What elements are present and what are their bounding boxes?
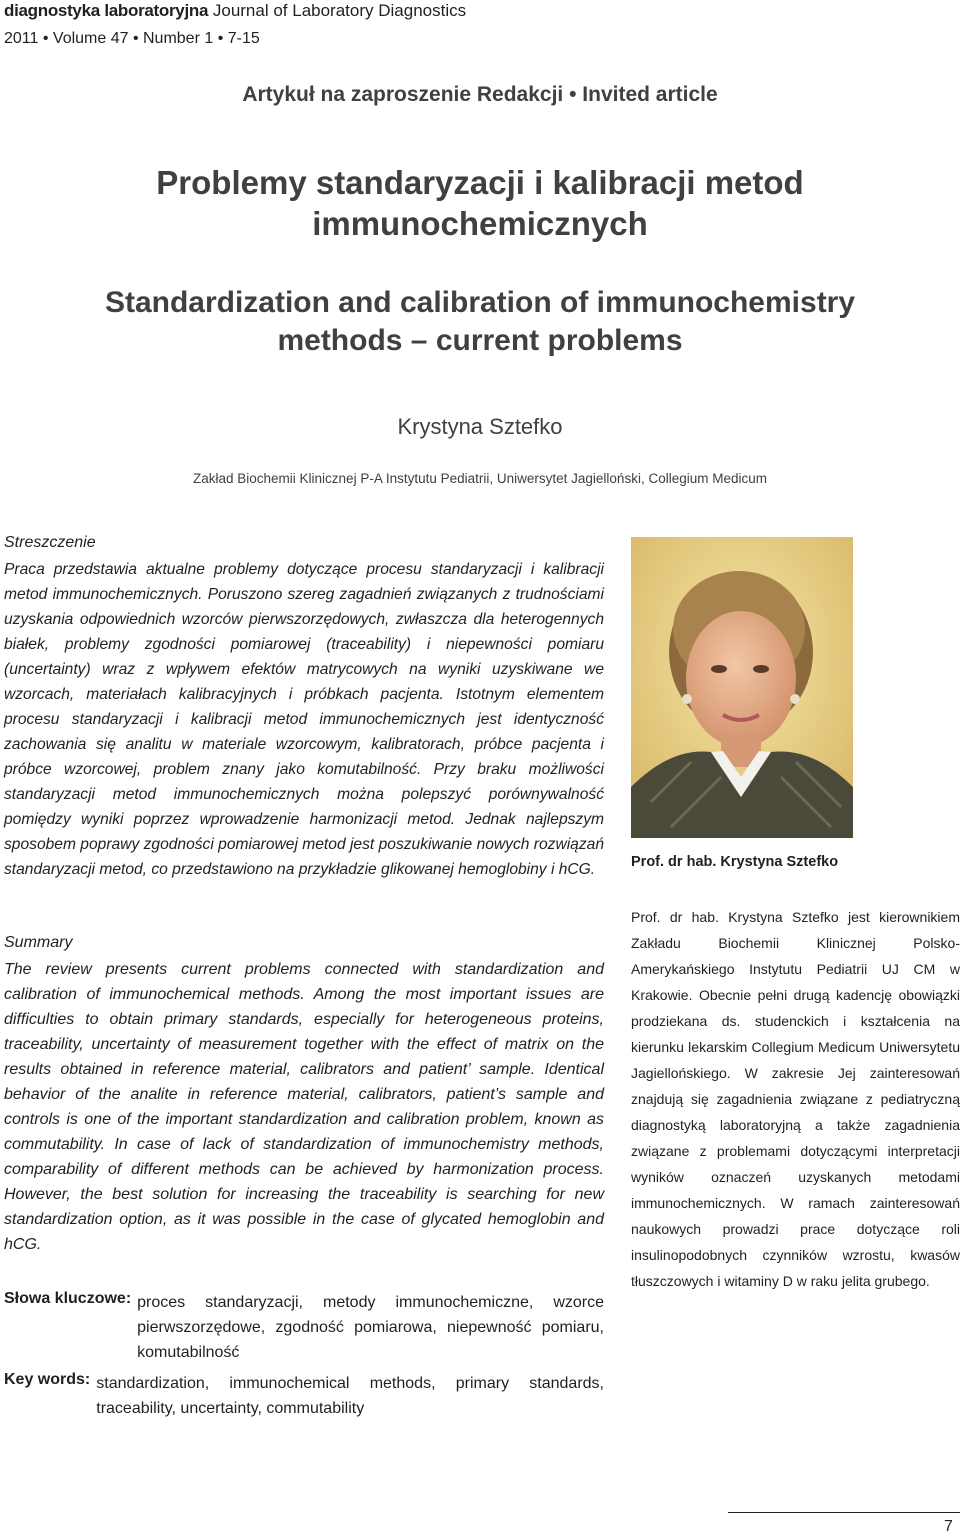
abstract-en-text: The review presents current problems connected with standardization and calibration of immunochemical methods. Among the most important issues are difficulties to obtain primary standards, especially for heterogeneous proteins, traceability, uncertainty of measurement together with the effect of matrix on the results obtained in reference material, calibrators and patient’ sample. Identical behavior of the analite in reference material, calibrators, patient’s sample and controls is one of the important standardization and calibration problem, known as commutability. In case of lack of standardization of immunochemistry methods, comparability of different methods can be achieved by harmonization process. However, the best solution for increasing the traceability is searching for new standardization option, as it was possible in the case of glycated hemoglobin and hCG. (4, 961, 604, 1253)
author-portrait (631, 537, 853, 838)
footer-rule (728, 1512, 960, 1513)
page-number: 7 (944, 1518, 953, 1535)
photo-caption: Prof. dr hab. Krystyna Sztefko (631, 854, 839, 870)
title-english: Standardization and calibration of immunochemistry methods – current problems (104, 286, 856, 357)
author-affiliation: Zakład Biochemii Klinicznej P-A Instytutu Pediatrii, Uniwersytet Jagielloński, Collegium Medicum (193, 471, 767, 486)
abstract-pl-heading: Streszczenie (4, 534, 96, 551)
journal-header (4, 1, 466, 21)
abstract-pl-text: Praca przedstawia aktualne problemy dotyczące procesu standaryzacji i kalibracji metod immunochemicznych. Poruszono szereg zagadnień związanych z trudnościami uzyskania odpowiednich wzorców pierwszorzędowych, zwłaszcza dla heterogennych białek, problemy zgodności pomiarowej (traceability) i niepewności pomiaru (uncertainty) wraz z wpływem efektów matrycowych na wyniki uzyskiwane we wzorcach, materiałach kalibracyjnych i próbkach pacjenta. Istotnym elementem procesu standaryzacji i kalibracji metod immunochemicznych jest identyczność zachowania się analitu w materiale wzorcowym, kalibratorach, próbce pacjenta i próbce wzorcowej, problem znany jako komutabilność. Przy braku możliwości standaryzacji metod immunochemicznych można polepszyć porównywalność pomiędzy wyniki poprzez wprowadzenie harmonizacji metod. Jednak najlepszym sposobem poprawy zgodności pomiarowej metod jest poszukiwanie nowych rozwiązań standaryzacji metod, co przedstawiono na przykładzie glikowanej hemoglobiny i hCG. (4, 561, 604, 878)
keywords-pl-text: proces standaryzacji, metody immunochemiczne, wzorce pierwszorzędowe, zgodność pomiarowa, niepewność pomiaru, komutabilność (137, 1294, 604, 1361)
author-name: Krystyna Sztefko (397, 414, 563, 439)
article-type: Artykuł na zaproszenie Redakcji • Invited article (242, 83, 718, 106)
keywords-en (4, 1371, 604, 1421)
keywords-pl (4, 1290, 604, 1365)
portrait-illustration (631, 537, 853, 838)
keywords-en-label: Key words: (4, 1371, 91, 1388)
abstract-en-heading: Summary (4, 934, 73, 951)
author-bio: Prof. dr hab. Krystyna Sztefko jest kierownikiem Zakładu Biochemii Klinicznej Polsko-Amerykańskiego Instytutu Pediatrii UJ CM w Krakowie. Obecnie pełni drugą kadencję obowiązki prodziekana ds. studenckich i kształcenia na kierunku lekarskim Collegium Medicum Uniwersytetu Jagiellońskiego. W zakresie Jej zainteresowań znajdują się zagadnienia związane z pediatryczną diagnostyką laboratoryjną a także zagadnienia związane z problemami dotyczącymi interpretacji wyników oznaczeń uzyskanych metodami immunochemicznych. W ramach zainteresowań naukowych prowadzi prace dotyczące roli insulinopodobnych czynników wzrostu, kwasów tłuszczowych i witaminy D w raku jelita grubego. (631, 909, 960, 1289)
title-polish: Problemy standaryzacji i kalibracji metod immunochemicznych (156, 164, 804, 242)
journal-name-en: Journal of Laboratory Diagnostics (212, 1, 467, 20)
keywords-en-text: standardization, immunochemical methods, primary standards, traceability, uncertainty, commutability (96, 1375, 604, 1417)
journal-name-pl: diagnostyka laboratoryjna (4, 1, 209, 20)
keywords-pl-label: Słowa kluczowe: (4, 1290, 132, 1307)
issue-info: 2011 • Volume 47 • Number 1 • 7-15 (4, 30, 260, 47)
